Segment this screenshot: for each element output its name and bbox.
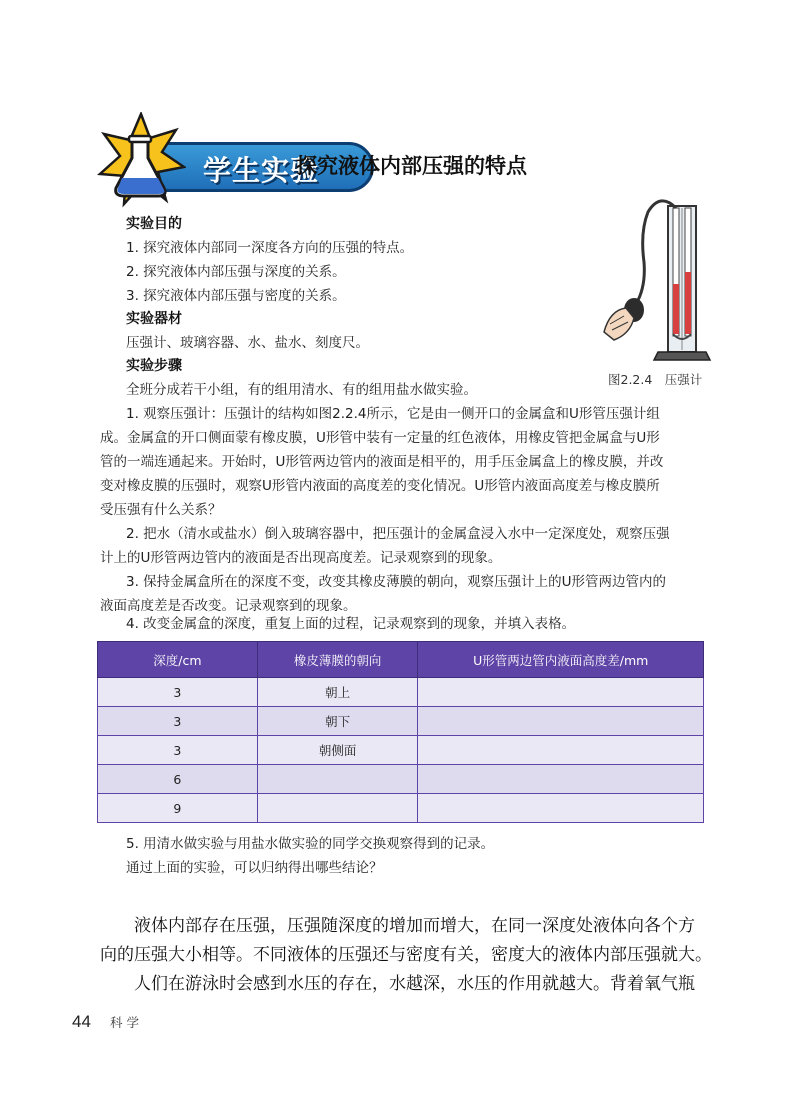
badge-label: 学生实验 [203, 154, 320, 187]
purpose-item: 3. 探究液体内部压强与密度的关系。 [126, 288, 346, 304]
body-line: 液体内部存在压强，压强随深度的增加而增大，在同一深度处液体向各个方 [134, 916, 695, 936]
cell-depth: 3 [98, 707, 258, 736]
body-line: 人们在游泳时会感到水压的存在，水越深，水压的作用就越大。背着氧气瓶 [134, 974, 695, 994]
experiment-title: 探究液体内部压强的特点 [296, 154, 527, 178]
conclusion-question: 通过上面的实验，可以归纳得出哪些结论？ [126, 860, 383, 876]
step3-line: 3. 保持金属盒所在的深度不变，改变其橡皮薄膜的朝向，观察压强计上的U形管两边管内的 [126, 574, 667, 590]
flask-icon [96, 112, 186, 212]
pressure-gauge-illustration [600, 192, 720, 362]
step2-line: 计上的U形管两边管内的液面是否出现高度差。记录观察到的现象。 [100, 550, 502, 566]
step4-line: 4. 改变金属盒的深度，重复上面的过程，记录观察到的现象，并填入表格。 [126, 616, 576, 632]
table-row [98, 736, 704, 765]
equipment-text: 压强计、玻璃容器、水、盐水、刻度尺。 [126, 335, 369, 351]
cell-height-diff[interactable] [418, 678, 704, 707]
table-row [98, 707, 704, 736]
cell-height-diff[interactable] [418, 765, 704, 794]
cell-depth: 6 [98, 765, 258, 794]
cell-depth: 9 [98, 794, 258, 823]
step1-line: 1. 观察压强计：压强计的结构如图2.2.4所示，它是由一侧开口的金属盒和U形管压强计组 [126, 406, 660, 422]
experiment-banner [96, 112, 320, 212]
page-footer [72, 1012, 143, 1032]
cell-depth: 3 [98, 736, 258, 765]
step1-line: 成。金属盒的开口侧面蒙有橡皮膜，U形管中装有一定量的红色液体，用橡皮管把金属盒与U形 [100, 430, 660, 446]
cell-height-diff[interactable] [418, 794, 704, 823]
purpose-item: 1. 探究液体内部同一深度各方向的压强的特点。 [126, 240, 414, 256]
table-row [98, 678, 704, 707]
equipment-heading: 实验器材 [126, 311, 182, 327]
subject-label: 科学 [110, 1015, 144, 1030]
step3-line: 液面高度差是否改变。记录观察到的现象。 [100, 598, 357, 614]
table-header-row [98, 642, 704, 678]
purpose-item: 2. 探究液体内部压强与深度的关系。 [126, 264, 346, 280]
header-membrane-direction: 橡皮薄膜的朝向 [257, 642, 418, 678]
cell-depth: 3 [98, 678, 258, 707]
header-depth: 深度/cm [98, 642, 258, 678]
cell-direction: 朝上 [257, 678, 418, 707]
cell-height-diff[interactable] [418, 707, 704, 736]
observation-table [97, 641, 704, 823]
step5-line: 5. 用清水做实验与用盐水做实验的同学交换观察得到的记录。 [126, 836, 495, 852]
step1-line: 受压强有什么关系？ [100, 502, 222, 518]
cell-height-diff[interactable] [418, 736, 704, 765]
header-height-difference: U形管两边管内液面高度差/mm [418, 642, 704, 678]
page-number: 44 [72, 1012, 91, 1031]
figure-caption: 图2.2.4 压强计 [608, 372, 703, 387]
body-line: 向的压强大小相等。不同液体的压强还与密度有关，密度大的液体内部压强就大。 [100, 945, 712, 965]
step1-line: 变对橡皮膜的压强时，观察U形管内液面的高度差的变化情况。U形管内液面高度差与橡皮膜所 [100, 478, 660, 494]
cell-direction[interactable] [257, 765, 418, 794]
table-row [98, 765, 704, 794]
cell-direction: 朝侧面 [257, 736, 418, 765]
steps-heading: 实验步骤 [126, 358, 182, 374]
steps-intro: 全班分成若干小组，有的组用清水、有的组用盐水做实验。 [126, 382, 477, 398]
cell-direction: 朝下 [257, 707, 418, 736]
cell-direction[interactable] [257, 794, 418, 823]
table-row [98, 794, 704, 823]
step1-line: 管的一端连通起来。开始时，U形管两边管内的液面是相平的，用手压金属盒上的橡皮膜，并改 [100, 454, 664, 470]
step2-line: 2. 把水（清水或盐水）倒入玻璃容器中，把压强计的金属盒浸入水中一定深度处，观察压强 [126, 526, 670, 542]
purpose-heading: 实验目的 [126, 216, 182, 232]
